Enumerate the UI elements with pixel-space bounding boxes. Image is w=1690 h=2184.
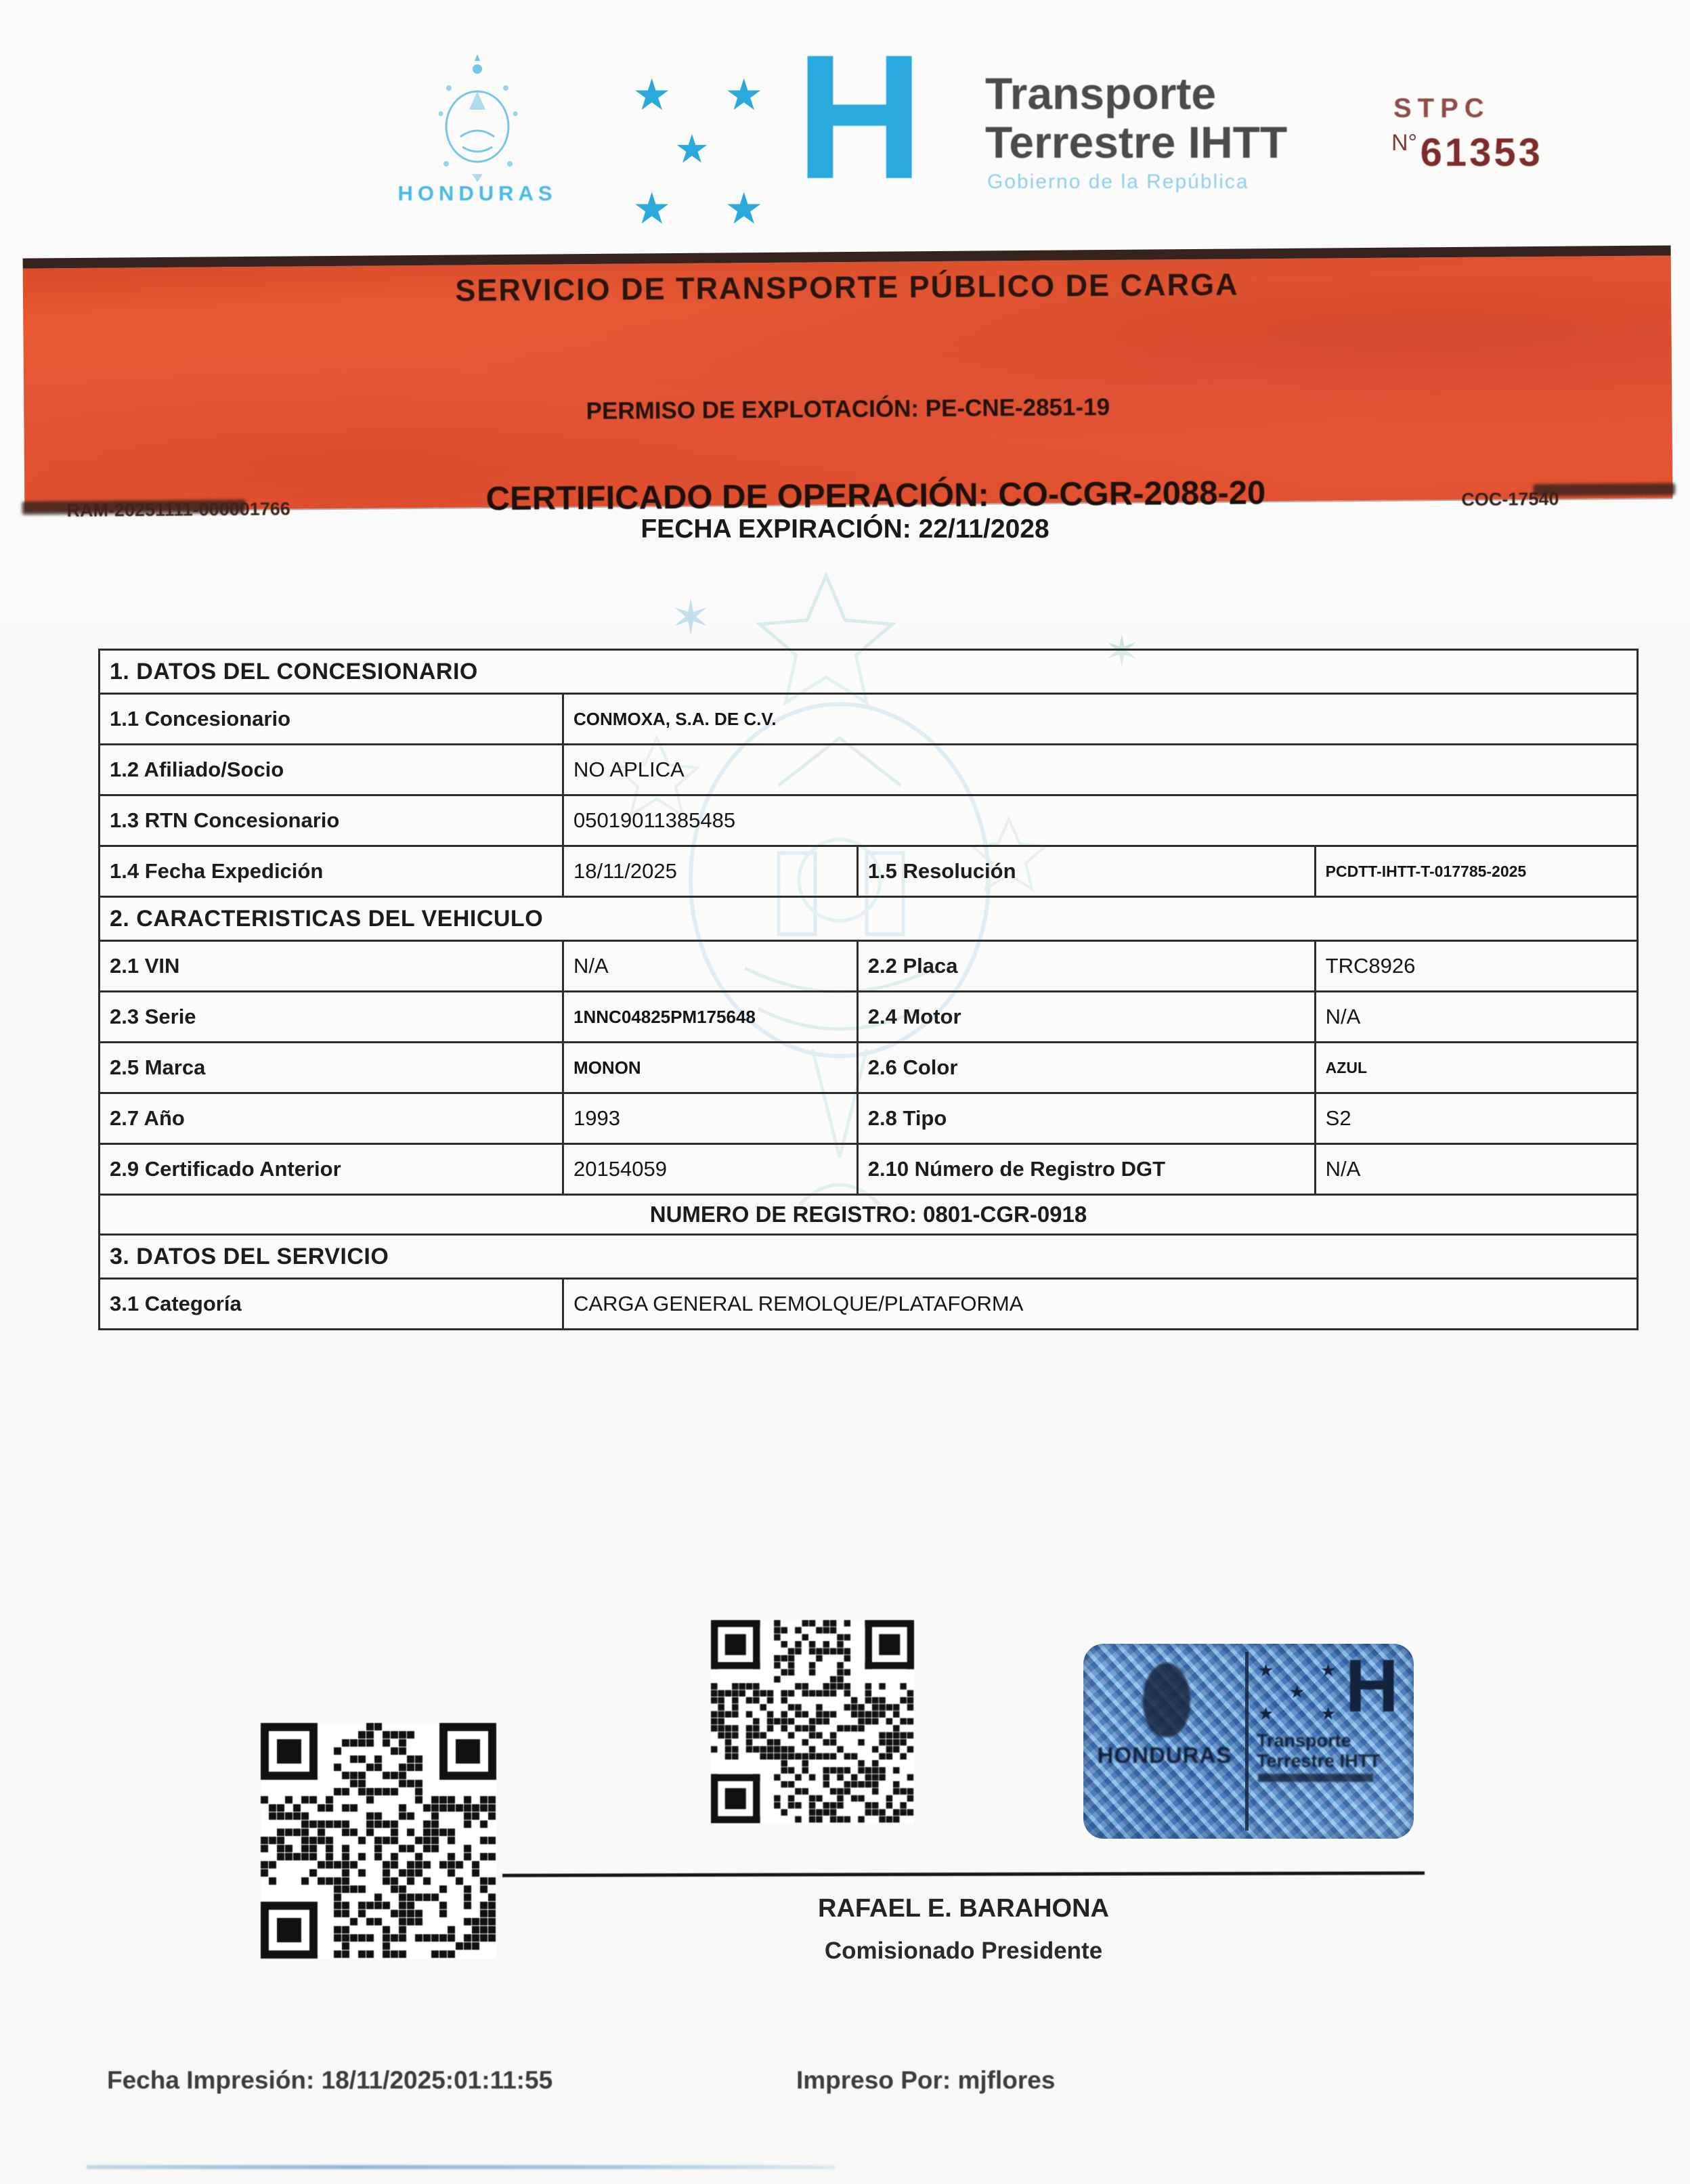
rtn-label: 1.3 RTN Concesionario — [100, 795, 563, 846]
hologram-brand-line1: Transporte — [1257, 1730, 1351, 1751]
ihtt-h-logo: H — [796, 18, 920, 216]
signer-name: RAFAEL E. BARAHONA — [818, 1894, 1109, 1923]
hologram-h-logo: H — [1345, 1644, 1399, 1728]
signer-title: Comisionado Presidente — [824, 1938, 1103, 1964]
table-row — [100, 650, 1638, 694]
table-row — [100, 941, 1638, 992]
motor-label: 2.4 Motor — [857, 992, 1315, 1043]
stpc-label: STPC — [1393, 93, 1490, 123]
stpc-no-label: N° — [1391, 130, 1418, 156]
motor-value: N/A — [1315, 992, 1637, 1043]
hologram-honduras-label: HONDURAS — [1097, 1743, 1232, 1768]
ano-value: 1993 — [563, 1093, 858, 1144]
star-icon: ★ — [1258, 1660, 1274, 1680]
hologram-subtitle-bar — [1258, 1774, 1373, 1782]
stpc-serial-number: 61353 — [1420, 131, 1543, 175]
hologram-divider — [1245, 1652, 1249, 1831]
section-3-header: 3. DATOS DEL SERVICIO — [100, 1235, 1638, 1279]
signature-line — [502, 1871, 1425, 1877]
honduras-coat-of-arms-icon — [396, 49, 559, 184]
certificado-operacion-line: CERTIFICADO DE OPERACIÓN: CO-CGR-2088-20 — [485, 475, 1266, 518]
resolucion-label: 1.5 Resolución — [857, 846, 1315, 897]
hologram-brand-line2: Terrestre IHTT — [1257, 1751, 1381, 1771]
table-row — [100, 1195, 1638, 1235]
marca-label: 2.5 Marca — [100, 1043, 563, 1093]
tipo-label: 2.8 Tipo — [857, 1093, 1315, 1144]
table-row — [100, 694, 1638, 745]
placa-value: TRC8926 — [1315, 941, 1637, 992]
afiliado-value: NO APLICA — [563, 745, 1638, 795]
afiliado-label: 1.2 Afiliado/Socio — [100, 745, 563, 795]
faint-watermark-star-icon: ✶ — [1104, 627, 1140, 676]
registro-dgt-label: 2.10 Número de Registro DGT — [857, 1144, 1315, 1195]
star-icon: ★ — [724, 70, 764, 119]
color-label: 2.6 Color — [857, 1043, 1315, 1093]
hologram-sticker — [1083, 1644, 1414, 1839]
table-row — [100, 1093, 1638, 1144]
table-row — [100, 1235, 1638, 1279]
vin-value: N/A — [563, 941, 858, 992]
placa-label: 2.2 Placa — [857, 941, 1315, 992]
concesionario-label: 1.1 Concesionario — [100, 694, 563, 745]
table-row — [100, 1279, 1638, 1330]
table-row — [100, 846, 1638, 897]
table-row — [100, 992, 1638, 1043]
resolucion-value: PCDTT-IHTT-T-017785-2025 — [1315, 846, 1637, 897]
section-2-header: 2. CARACTERISTICAS DEL VEHICULO — [100, 897, 1638, 941]
serie-value: 1NNC04825PM175648 — [563, 992, 858, 1043]
registro-dgt-value: N/A — [1315, 1144, 1637, 1195]
table-row — [100, 1144, 1638, 1195]
faint-watermark-star-icon: ✶ — [670, 591, 712, 645]
table-row — [100, 897, 1638, 941]
star-icon: ★ — [1320, 1660, 1337, 1680]
star-icon: ★ — [632, 70, 672, 119]
table-row — [100, 745, 1638, 795]
brand-title-line1: Transporte — [985, 68, 1217, 118]
star-icon: ★ — [1258, 1703, 1274, 1724]
star-icon: ★ — [1289, 1682, 1305, 1702]
color-value: AZUL — [1315, 1043, 1637, 1093]
vin-label: 2.1 VIN — [100, 941, 563, 992]
five-stars-logo — [630, 70, 799, 233]
brand-title-line2: Terrestre IHTT — [985, 117, 1288, 167]
categoria-value: CARGA GENERAL REMOLQUE/PLATAFORMA — [563, 1279, 1638, 1330]
star-icon: ★ — [632, 184, 672, 233]
marca-value: MONON — [563, 1043, 858, 1093]
fecha-expedicion-label: 1.4 Fecha Expedición — [100, 846, 563, 897]
certificado-anterior-value: 20154059 — [563, 1144, 858, 1195]
print-date-line: Fecha Impresión: 18/11/2025:01:11:55 — [107, 2066, 553, 2094]
permiso-explotacion-line: PERMISO DE EXPLOTACIÓN: PE-CNE-2851-19 — [586, 393, 1110, 425]
section-1-header: 1. DATOS DEL CONCESIONARIO — [100, 650, 1638, 694]
concesionario-value: CONMOXA, S.A. DE C.V. — [563, 694, 1638, 745]
hologram-coat-of-arms-icon — [1143, 1663, 1190, 1737]
table-row — [100, 1043, 1638, 1093]
star-icon: ★ — [674, 127, 710, 171]
printed-by-line: Impreso Por: mjflores — [796, 2066, 1056, 2094]
fecha-expedicion-value: 18/11/2025 — [563, 846, 858, 897]
brand-subtitle: Gobierno de la República — [987, 171, 1249, 193]
certificate-table — [98, 649, 1639, 1330]
qr-code-left — [261, 1723, 496, 1959]
table-row — [100, 795, 1638, 846]
service-banner — [23, 245, 1673, 521]
hologram-stars — [1258, 1660, 1346, 1722]
ano-label: 2.7 Año — [100, 1093, 563, 1144]
coc-code: COC-17540 — [1461, 488, 1559, 510]
categoria-label: 3.1 Categoría — [100, 1279, 563, 1330]
tipo-value: S2 — [1315, 1093, 1637, 1144]
star-icon: ★ — [724, 184, 764, 233]
serie-label: 2.3 Serie — [100, 992, 563, 1043]
ram-code: RAM-20251111-000001766 — [66, 498, 290, 521]
stpc-number-row — [1391, 130, 1676, 175]
rtn-value: 05019011385485 — [563, 795, 1638, 846]
scan-artifact-line — [87, 2165, 835, 2169]
honduras-wordmark: HONDURAS — [397, 181, 557, 205]
qr-code-center — [711, 1620, 914, 1823]
certificado-anterior-label: 2.9 Certificado Anterior — [100, 1144, 563, 1195]
numero-registro-line: NUMERO DE REGISTRO: 0801-CGR-0918 — [100, 1195, 1638, 1235]
service-title: SERVICIO DE TRANSPORTE PÚBLICO DE CARGA — [455, 267, 1239, 308]
star-icon: ★ — [1320, 1703, 1337, 1724]
expiration-date-line: FECHA EXPIRACIÓN: 22/11/2028 — [641, 515, 1049, 544]
